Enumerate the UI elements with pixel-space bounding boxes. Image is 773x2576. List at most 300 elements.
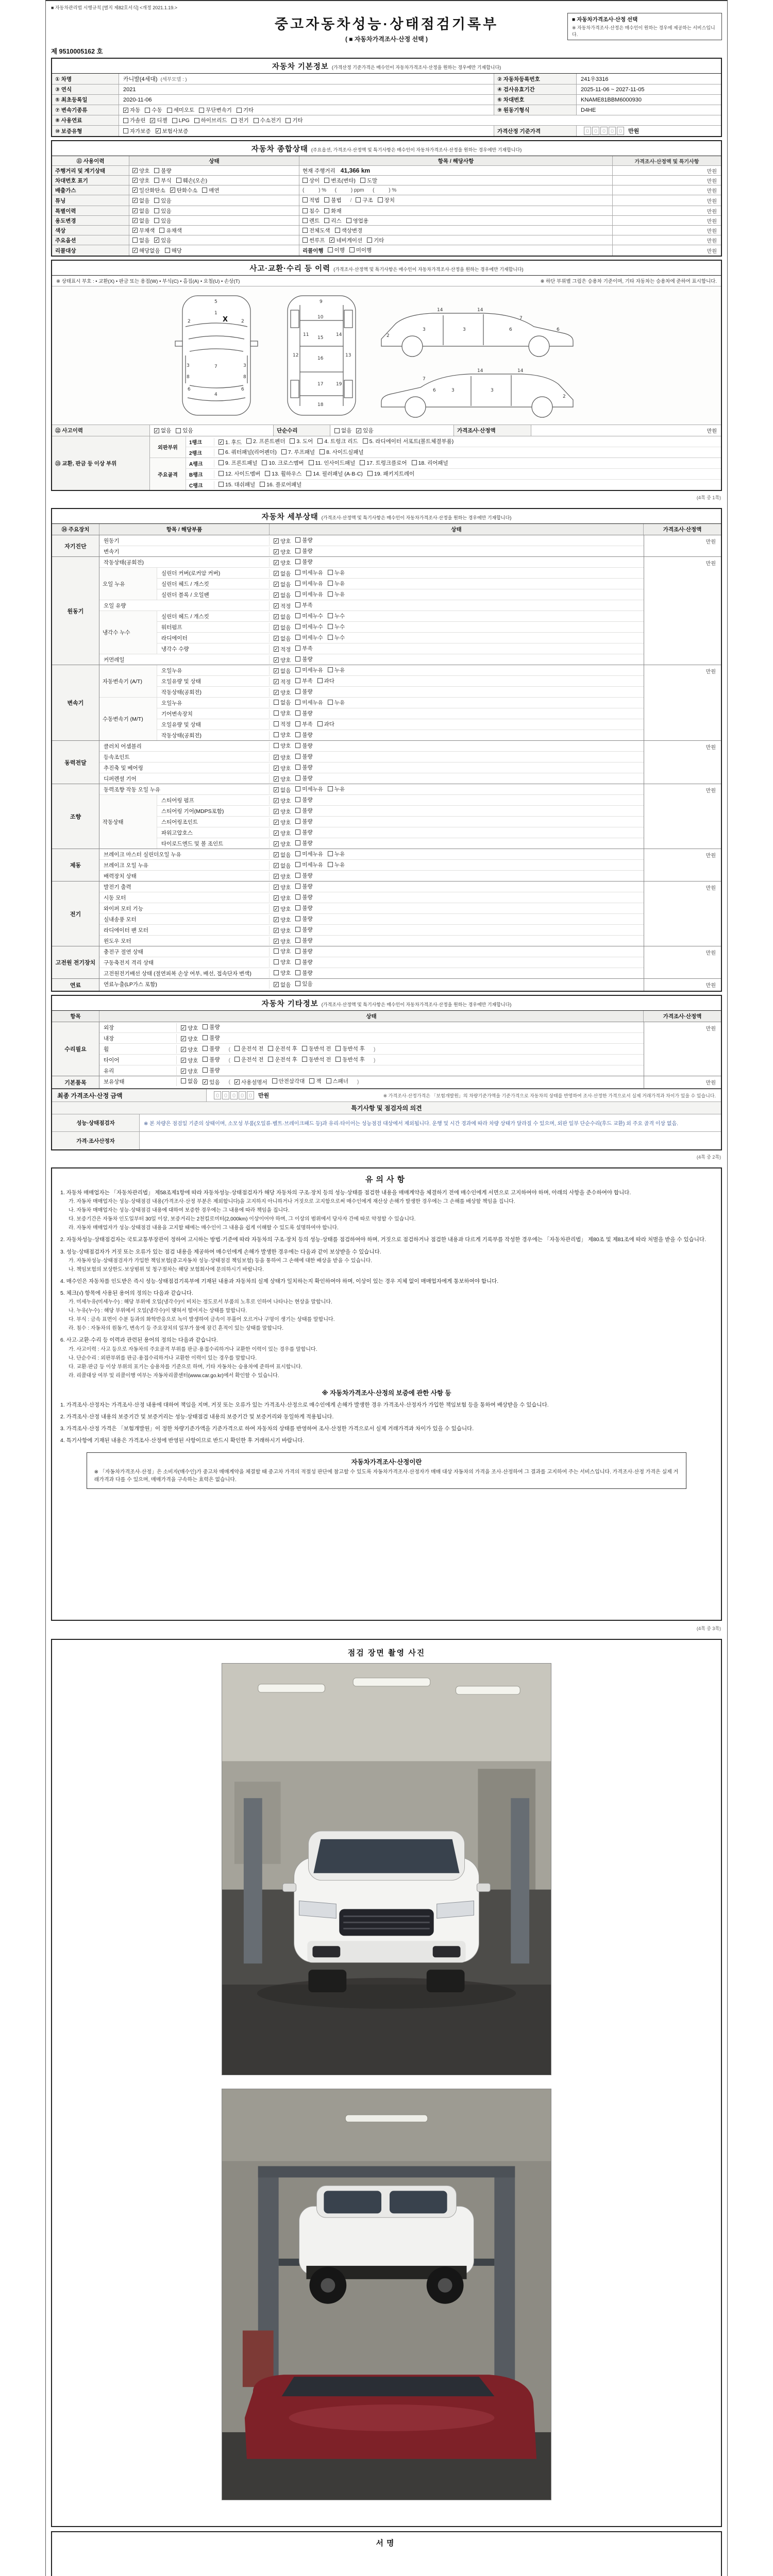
notice-item: 3. 성능·상태점검자가 거짓 또는 오류가 있는 점검 내용을 제공하여 매수인에게 손해가 발생한 경우에는 다음과 같이 보상받을 수 있습니다.: [60, 1248, 381, 1255]
checkbox-label: 렌트: [309, 217, 320, 224]
checkbox-checked: [274, 775, 291, 783]
detail-row: [99, 957, 644, 968]
page-marker: (4쪽 중 1쪽): [696, 495, 721, 500]
checkbox-unchecked: [303, 177, 320, 184]
checkbox-icon: [285, 118, 291, 123]
checkbox-label: 과다: [324, 677, 334, 684]
checkbox-icon: [324, 208, 329, 213]
warranty-options: [119, 126, 494, 136]
checkbox-checked: [274, 884, 291, 891]
notice-subitem: 가. 미세누유(미세누수) : 해당 부위에 오일(냉각수)이 비치는 정도로서 부품의 노후로 인하여 나타나는 현상을 말합니다.: [69, 1299, 332, 1306]
checkbox-icon: [328, 635, 333, 640]
detail-item-options: [270, 557, 644, 567]
checkbox-icon: [219, 449, 224, 454]
detail-item-options: [270, 719, 644, 730]
status-code-legend: ※ 상태표시 부호 : • 교환(X) • 판금 또는 용접(W) • 부식(C) • 흠집(A) • 요철(U) • 손상(T): [56, 279, 240, 284]
field-label: ④ 검사유효기간: [494, 84, 577, 94]
checkbox-checked: [274, 765, 291, 772]
detail-group-price: 만원: [644, 979, 721, 991]
svg-text:18: 18: [317, 402, 324, 408]
checkbox-label: 7. 루프패널: [288, 449, 315, 455]
checkbox-icon: [203, 1057, 208, 1062]
detail-row: [157, 643, 644, 654]
checkbox-icon: ✓: [274, 766, 278, 771]
svg-text:8: 8: [243, 375, 246, 380]
detail-subgroup: [99, 568, 644, 600]
checkbox-icon: [219, 471, 224, 476]
checkbox-checked: [274, 797, 291, 805]
checkbox-label: 양호: [280, 808, 291, 815]
checkbox-unchecked: [274, 947, 291, 955]
detail-group-price: 만원: [644, 535, 721, 556]
checkbox-icon: ✓: [274, 755, 278, 760]
checkbox-label: 운전석 후: [275, 1045, 297, 1052]
detail-item-label: 윈도우 모터: [99, 937, 270, 945]
detail-item-label: 오일유량 및 상태: [157, 720, 270, 729]
checkbox-unchecked: [295, 601, 312, 609]
checkbox-unchecked: [202, 187, 219, 194]
section-accident-history: [51, 260, 722, 491]
checkbox-label: 양호: [280, 938, 291, 945]
checkbox-label: 전체도색: [309, 227, 330, 234]
detail-item-label: 원동기: [99, 536, 270, 545]
checkbox-unchecked: [295, 569, 323, 577]
checkbox-label: 화재: [331, 208, 342, 214]
checkbox-unchecked: [328, 590, 345, 598]
checkbox-checked: [181, 1046, 198, 1054]
section-note: (가격조사·산정액 및 특기사항은 매수인이 자동차가격조사·산정을 원하는 경우에만 기재합니다): [321, 1002, 512, 1007]
svg-text:2: 2: [386, 333, 390, 338]
detail-item-label: 기어변속장치: [157, 709, 270, 718]
checkbox-checked: [274, 635, 291, 642]
section-title: 사고·교환·수리 등 이력: [249, 265, 331, 273]
checkbox-icon: [295, 873, 300, 878]
checkbox-checked: [356, 427, 373, 434]
checkbox-label: 불량: [302, 872, 313, 879]
checkbox-icon: ✓: [274, 831, 278, 836]
checkbox-label: 없음: [280, 635, 291, 642]
price-unit: 만원: [628, 128, 640, 134]
checkbox-checked: [154, 236, 171, 244]
checkbox-icon: ✓: [274, 885, 278, 890]
svg-text:3: 3: [463, 327, 466, 332]
checkbox-icon: ✓: [124, 107, 128, 113]
section-detail-state: [51, 508, 722, 992]
checkbox-label: 동반석 후: [342, 1045, 365, 1052]
detail-item-options: [270, 546, 644, 556]
checkbox-unchecked: [194, 116, 227, 124]
checkbox-label: 6. 쿼터패널(리어펜더): [225, 449, 277, 455]
checkbox-icon: [349, 247, 355, 252]
checkbox-unchecked: [303, 207, 320, 215]
checkbox-icon: ✓: [155, 428, 159, 433]
checkbox-checked: [274, 819, 291, 826]
detail-group-name: 원동기: [52, 557, 99, 665]
checkbox-checked: [274, 581, 291, 588]
checkbox-label: 불량: [302, 775, 313, 782]
final-price-row: 최종 가격조사·산정 금액 0 0 0 0 0 만원 ※ 가격조사·산정가격은 「보험개발원」의 차량기준가액을 기준가격으로 자동차의 상태를 반영하여 조사·산정한 가격으로서 실제 거래가격과 차이가 있을 수 있습니다.: [52, 1089, 721, 1102]
checkbox-icon: [265, 471, 270, 476]
checkbox-label: 전기: [238, 117, 249, 124]
field-label: ③ 연식: [52, 84, 119, 94]
checkbox-icon: ✓: [274, 939, 278, 944]
checkbox-icon: [176, 428, 181, 433]
checkbox-unchecked: [203, 1066, 220, 1074]
notice-item: 2. 자동차성능·상태점검자는 국토교통부장관이 정하여 고시하는 방법·기준에 따라 자동차의 구조·장치 등의 성능·상태를 점검하여야 하며, 거짓으로 점검하거나 점검한 내용과 다르게 기록부를 작성한 경우에는 「자동차관리법」 제80조 및 제81조에 따라 처벌을 받을 수 있습니다.: [60, 1236, 706, 1243]
checkbox-icon: ✓: [181, 1036, 186, 1041]
checkbox-unchecked: [328, 246, 345, 254]
checkbox-icon: [203, 1067, 208, 1073]
checkbox-unchecked: [295, 645, 312, 652]
checkbox-unchecked: [360, 177, 377, 184]
checkbox-label: 불량: [302, 753, 313, 760]
checkbox-icon: [295, 797, 300, 802]
checkbox-checked: [274, 840, 291, 848]
checkbox-icon: [295, 786, 300, 791]
detail-item-options: [270, 708, 644, 719]
detail-row: [99, 871, 644, 881]
checkbox-icon: [295, 819, 300, 824]
svg-text:5: 5: [214, 299, 217, 304]
checkbox-unchecked: [295, 612, 323, 620]
section-notice: [51, 1167, 722, 1621]
checkbox-unchecked: [295, 828, 312, 836]
detail-row: [99, 946, 644, 957]
checkbox-unchecked: [412, 459, 448, 467]
svg-text:10: 10: [317, 315, 324, 320]
detail-row: [99, 600, 644, 611]
checkbox-label: 썬루프: [309, 237, 325, 244]
detail-group-name: 동력전달: [52, 741, 99, 784]
detail-subgroup-name: 오일 누유: [99, 568, 157, 600]
detail-item-label: 동력조향 작동 오일 누유: [99, 785, 270, 794]
checkbox-unchecked: [260, 481, 301, 488]
checkbox-label: 양호: [280, 732, 291, 738]
price-digit-box: 0: [247, 1091, 254, 1099]
checkbox-label: 적정: [280, 646, 291, 653]
detail-item-options: [270, 979, 644, 989]
checkbox-checked: [203, 1078, 220, 1086]
checkbox-label: 없음: [280, 981, 291, 988]
detail-group: [52, 882, 721, 946]
page-marker: (4쪽 중 3쪽): [696, 1626, 721, 1631]
checkbox-label: 하이브리드: [200, 117, 227, 124]
detail-item-options: [270, 914, 644, 924]
detail-row: [99, 882, 644, 892]
checkbox-icon: ✓: [274, 549, 278, 554]
svg-text:15: 15: [317, 335, 324, 341]
checkbox-icon: [303, 238, 308, 243]
checkbox-icon: [295, 602, 300, 607]
transmission-options: [119, 105, 494, 115]
checkbox-unchecked: [295, 558, 312, 566]
page-title: 중고자동차성능·상태점검기록부: [274, 16, 499, 32]
checkbox-icon: [246, 438, 251, 444]
detail-row: [157, 698, 644, 708]
detail-item-label: 디퍼렌셜 기어: [99, 774, 270, 783]
checkbox-unchecked: [123, 127, 151, 135]
checkbox-label: 양호: [280, 798, 291, 804]
section-note: (가격조사·산정액 및 특기사항은 매수인이 자동차가격조사·산정을 원하는 경우에만 기재합니다): [321, 515, 512, 520]
checkbox-label: 잭: [316, 1078, 322, 1084]
detail-item-label: 스티어링조인트: [157, 818, 270, 826]
checkbox-label: 무채색: [139, 227, 155, 234]
checkbox-icon: [335, 1046, 341, 1051]
checkbox-unchecked: [295, 947, 312, 955]
overall-row-special-history: 특별이력 ✓ 없음 있음 침수 화재 만원: [52, 206, 721, 216]
checkbox-icon: [328, 786, 333, 791]
checkbox-unchecked: [199, 106, 232, 114]
checkbox-label: 양호: [188, 1025, 198, 1031]
checkbox-icon: [176, 178, 181, 183]
checkbox-icon: [295, 981, 300, 986]
checkbox-icon: [317, 721, 323, 726]
checkbox-label: 탄화수소: [176, 187, 198, 194]
detail-item-label: 파워고압호스: [157, 828, 270, 837]
checkbox-unchecked: [274, 699, 291, 706]
checkbox-label: 불량: [302, 710, 313, 717]
checkbox-label: 네비게이션: [336, 237, 363, 244]
checkbox-label: 양호: [188, 1046, 198, 1053]
detail-item-label: 연료누출(LP가스 포함): [99, 980, 270, 989]
basic-row: [52, 95, 721, 105]
checkbox-label: 8. 사이드실패널: [326, 449, 364, 455]
checkbox-icon: [295, 916, 300, 921]
checkbox-label: 양호: [280, 538, 291, 545]
detail-item-options: [270, 838, 644, 849]
svg-text:14: 14: [477, 368, 483, 374]
checkbox-label: 양호: [188, 1068, 198, 1075]
notice-subitem: 가. 자동차성능·상태점검자가 가입한 책임보험(중고자동차 성능·상태점검 책임보험) 등을 통하여 그 손해에 대한 배상을 받을 수 있습니다.: [69, 1258, 373, 1264]
checkbox-label: 불량: [302, 937, 313, 944]
section-title: 자동차 세부상태: [261, 513, 318, 521]
checkbox-label: 13. 휠하우스: [272, 470, 302, 477]
detail-item-label: 충전구 절연 상태: [99, 947, 270, 956]
detail-row: [99, 968, 644, 978]
notice-body: [60, 1189, 713, 1380]
checkbox-unchecked: [295, 699, 323, 706]
detail-row: [157, 719, 644, 730]
checkbox-icon: [295, 678, 300, 683]
checkbox-label: 없음: [280, 614, 291, 620]
detail-group: [52, 946, 721, 979]
checkbox-label: 양호: [280, 917, 291, 923]
checkbox-label: 없음: [280, 581, 291, 588]
checkbox-label: 양호: [280, 689, 291, 696]
checkbox-icon: [295, 840, 300, 845]
checkbox-label: 미세누수: [302, 613, 323, 619]
section-title: 자동차 종합상태: [251, 145, 308, 154]
checkbox-unchecked: [328, 623, 345, 631]
field-label: ① 차명: [52, 74, 119, 84]
detail-item-label: 오일유량 및 상태: [157, 677, 270, 686]
checkbox-label: 수동: [152, 107, 162, 113]
checkbox-unchecked: [290, 437, 313, 445]
checkbox-icon: ✓: [133, 248, 137, 253]
detail-item-options: [270, 946, 644, 957]
checkbox-label: 양호: [280, 819, 291, 826]
notice-subitem: 가. 사고이력 : 사고 등으로 자동차의 주요골격 부위를 판금·용접수리하거나 교환한 이력이 있는 경우를 말합니다.: [69, 1346, 317, 1352]
checkbox-icon: ✓: [274, 776, 278, 782]
checkbox-label: 불량: [302, 548, 313, 554]
checkbox-unchecked: [295, 720, 312, 728]
checkbox-checked: [274, 613, 291, 621]
checkbox-label: 동반석 전: [308, 1056, 331, 1063]
svg-text:3: 3: [451, 388, 455, 393]
detail-group: [52, 849, 721, 882]
checkbox-label: 훼손(오손): [182, 177, 208, 184]
checkbox-icon: ✓: [133, 178, 137, 183]
checkbox-checked: [132, 217, 149, 225]
checkbox-icon: [335, 228, 340, 233]
checkbox-unchecked: [285, 116, 303, 124]
checkbox-unchecked: [295, 774, 312, 782]
checkbox-icon: [303, 228, 308, 233]
field-label: 가격산정 기준가격: [494, 126, 577, 136]
checkbox-label: 기타: [292, 117, 303, 124]
checkbox-icon: [295, 656, 300, 662]
checkbox-label: 불량: [302, 807, 313, 814]
checkbox-label: 부족: [302, 602, 313, 608]
checkbox-icon: ✓: [274, 647, 278, 652]
checkbox-unchecked: [219, 470, 260, 478]
checkbox-unchecked: [123, 116, 145, 124]
checkbox-unchecked: [295, 861, 323, 869]
vin: KNAME81BBM6000930: [581, 96, 642, 103]
checkbox-unchecked: [165, 247, 182, 255]
field-label: ⑨ 원동기형식: [494, 105, 577, 115]
checkbox-icon: [219, 482, 224, 487]
checkbox-label: 없음: [280, 624, 291, 631]
checkbox-icon: [295, 732, 300, 737]
checkbox-unchecked: [326, 1077, 348, 1085]
checkbox-unchecked: [306, 470, 363, 478]
detail-item-label: 브레이크 마스터 실린더오일 누유: [99, 850, 270, 859]
detail-item-label: 스티어링 펌프: [157, 796, 270, 805]
checkbox-label: 14. 필러패널 (A·B·C): [313, 470, 363, 477]
checkbox-label: 장치: [384, 197, 395, 204]
model-year: 2021: [119, 84, 494, 94]
detail-item-label: 오일누유: [157, 699, 270, 707]
checkbox-icon: [378, 197, 383, 202]
checkbox-label: 디젤: [157, 117, 167, 124]
checkbox-checked: [274, 981, 291, 989]
checkbox-icon: [274, 948, 279, 954]
svg-text:3: 3: [187, 363, 190, 368]
checkbox-label: 적정: [280, 603, 291, 609]
checkbox-unchecked: [219, 481, 255, 488]
checkbox-icon: [328, 570, 333, 575]
detail-item-label: 브레이크 오일 누유: [99, 861, 270, 870]
checkbox-label: 양호: [280, 906, 291, 912]
detail-row: [157, 611, 644, 622]
detail-item-options: [270, 665, 644, 675]
checkbox-icon: [303, 208, 308, 213]
checkbox-icon: ✓: [330, 238, 334, 243]
checkbox-icon: [295, 591, 300, 597]
checkbox-checked: [181, 1057, 198, 1064]
checkbox-label: 누수: [334, 613, 345, 619]
price-digit-box: 0: [600, 127, 608, 135]
section-title: 자동차 기본정보: [272, 63, 329, 71]
checkbox-unchecked: [295, 958, 312, 966]
svg-text:14: 14: [517, 368, 524, 374]
checkbox-label: 누유: [334, 861, 345, 868]
checkbox-checked: [274, 851, 291, 859]
checkbox-label: 양호: [280, 754, 291, 761]
checkbox-icon: [295, 754, 300, 759]
checkbox-label: 구조: [362, 197, 373, 204]
checkbox-label: 해당없음: [139, 247, 160, 254]
detail-item-label: 실린더 헤드 / 개스킷: [157, 612, 270, 621]
page-marker: (4쪽 중 2쪽): [696, 1155, 721, 1160]
checkbox-checked: [274, 667, 291, 675]
svg-text:6: 6: [557, 327, 560, 332]
detail-item-options: [270, 633, 644, 643]
checkbox-unchecked: [303, 196, 320, 204]
repair-needed-group: 수리필요 외장 ✓ 양호 불량 내장 ✓ 양호 불량 휠 ✓ 양호 불량 ( 운전석 전 운전석 후 동반석 전 동반석 후 ) 타이어 ✓ 양호 불량 ( 운전석 전 운전석 후 동반석 전 동반석 후 ) 유리 ✓ 양호 불량 만원: [52, 1022, 721, 1076]
detail-item-options: [270, 957, 644, 968]
checkbox-icon: [326, 1078, 331, 1083]
checkbox-checked: [170, 187, 198, 194]
checkbox-unchecked: [154, 167, 171, 175]
checkbox-icon: [262, 460, 267, 465]
final-price-note: ※ 가격조사·산정가격은 「보험개발원」의 차량기준가액을 기준가격으로 자동차의 상태를 반영하여 조사·산정한 가격으로서 실제 거래가격과 차이가 있을 수 있습니다.: [383, 1093, 716, 1098]
detail-row: [157, 568, 644, 579]
detail-item-label: 시동 모터: [99, 893, 270, 902]
checkbox-label: 누유: [334, 580, 345, 587]
checkbox-label: 누유: [334, 699, 345, 706]
checkbox-icon: [328, 700, 333, 705]
notice-item: 1. 자동차 매매업자는 「자동차관리법」 제58조제1항에 따라 자동차성능·상태점검자가 해당 자동차의 구조·장치 등의 성능·상태를 점검한 내용을 매매계약을 체결하기 전에 매수인에게 서면으로 고지하여야 하며, 아래의 사항을 준수하여야 합니다.: [60, 1190, 631, 1196]
checkbox-icon: ✓: [274, 895, 278, 901]
section-note: (주요옵션, 가격조사·산정액 및 특기사항은 매수인이 자동차가격조사·산정을 원하는 경우에만 기재합니다): [311, 147, 522, 152]
checkbox-unchecked: [295, 883, 312, 890]
detail-subgroup: [99, 611, 644, 654]
checkbox-label: 불량: [302, 894, 313, 901]
detail-item-label: 작동상태(공회전): [157, 688, 270, 697]
mileage-label: 현재 주행거리: [303, 167, 335, 174]
checkbox-unchecked: [268, 1056, 297, 1063]
checkbox-label: 미세누수: [302, 634, 323, 641]
checkbox-label: 불량: [302, 818, 313, 825]
checkbox-unchecked: [246, 437, 285, 445]
checkbox-checked: [274, 656, 291, 664]
photo-section-title: 점검 장면 촬영 사진: [347, 1649, 426, 1657]
detail-subgroup-name: 수동변속기 (M/T): [99, 698, 157, 740]
detail-row: [157, 676, 644, 687]
checkbox-unchecked: [328, 861, 345, 869]
checkbox-label: 운전석 전: [241, 1056, 264, 1063]
checkbox-icon: [260, 482, 265, 487]
checkbox-icon: [328, 591, 333, 597]
checkbox-label: 없음: [139, 217, 150, 224]
checkbox-label: 유채색: [166, 227, 182, 234]
checkbox-icon: [363, 438, 368, 444]
checkbox-icon: [328, 667, 333, 672]
checkbox-unchecked: [176, 427, 193, 434]
svg-text:4: 4: [214, 392, 217, 397]
section-signature: [51, 2531, 722, 2576]
checkbox-icon: [295, 959, 300, 964]
checkbox-icon: [199, 108, 204, 113]
svg-text:3: 3: [423, 327, 426, 332]
checkbox-checked: [274, 938, 291, 945]
checkbox-label: 미세누유: [302, 786, 323, 792]
overall-row-emission: 배출가스 ✓ 일산화탄소 ✓ 탄화수소 매연 ( ) % ( ) ppm ( ) % 만원: [52, 185, 721, 195]
detail-group-price: 만원: [644, 741, 721, 784]
checkbox-icon: [159, 228, 164, 233]
